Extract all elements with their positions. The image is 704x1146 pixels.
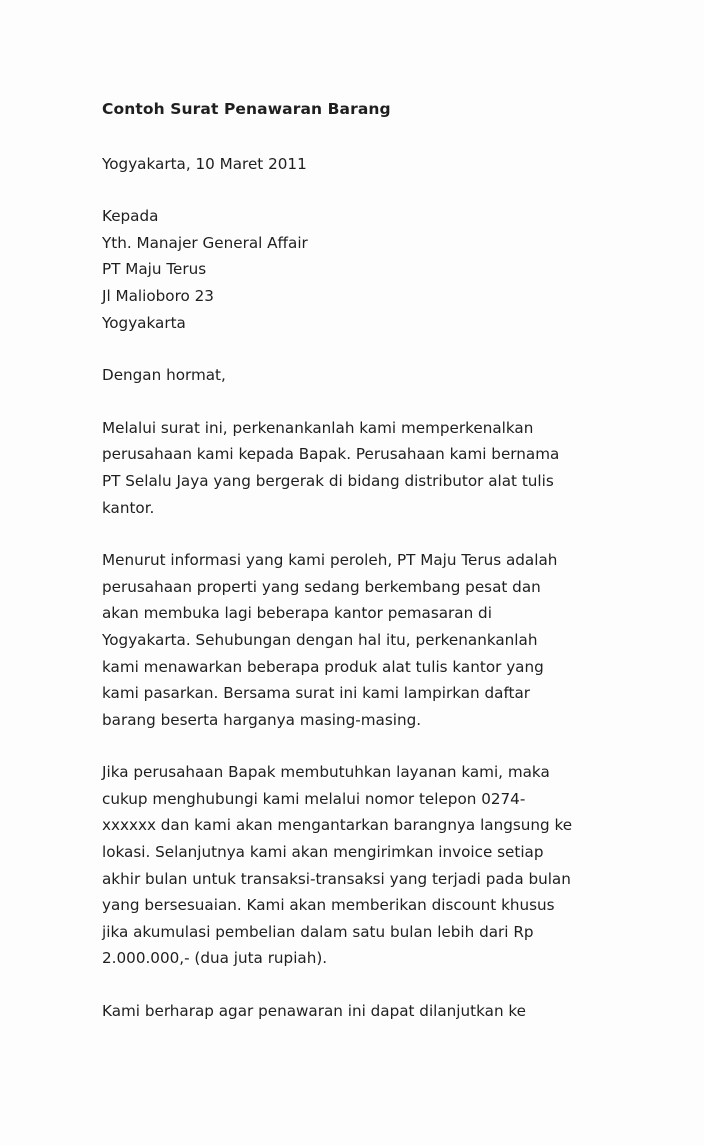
text-line: barang beserta harganya masing-masing. [102,710,422,729]
text-line: Melalui surat ini, perkenankanlah kami memperkenalkan [102,418,534,437]
text-line: jika akumulasi pembelian dalam satu bulan lebih dari Rp [102,922,534,941]
text-line: PT Selalu Jaya yang bergerak di bidang distributor alat tulis [102,471,554,490]
address-line: Kepada [102,207,159,226]
text-line: perusahaan properti yang sedang berkembang pesat dan [102,577,541,596]
address-line: Yogyakarta [102,313,186,332]
text-line: perusahaan kami kepada Bapak. Perusahaan kami bernama [102,445,560,464]
paragraph-terms [102,759,662,972]
letter-title: Contoh Surat Penawaran Barang [102,100,391,118]
address-line: Yth. Manajer General Affair [102,233,308,252]
text-line: cukup menghubungi kami melalui nomor telepon 0274- [102,789,526,808]
text-line: Jika perusahaan Bapak membutuhkan layanan kami, maka [102,763,550,782]
text-line: lokasi. Selanjutnya kami akan mengirimkan invoice setiap [102,843,544,862]
text-line: 2.000.000,- (dua juta rupiah). [102,949,328,968]
text-line: kami menawarkan beberapa produk alat tulis kantor yang [102,657,544,676]
text-line: kami pasarkan. Bersama surat ini kami lampirkan daftar [102,684,531,703]
text-line: Menurut informasi yang kami peroleh, PT Maju Terus adalah [102,551,558,570]
paragraph-introduction [102,415,662,521]
letter-body [102,96,662,1051]
address-line: PT Maju Terus [102,260,207,279]
text-line: akhir bulan untuk transaksi-transaksi yang terjadi pada bulan [102,869,571,888]
text-line: akan membuka lagi beberapa kantor pemasaran di [102,604,492,623]
text-line: Yogyakarta. Sehubungan dengan hal itu, perkenankanlah [102,630,538,649]
text-line: kantor. [102,498,155,517]
salutation: Dengan hormat, [102,366,226,385]
text-line: yang bersesuaian. Kami akan memberikan discount khusus [102,896,555,915]
letter-date: Yogyakarta, 10 Maret 2011 [102,154,307,173]
paragraph-closing [102,998,662,1025]
recipient-address [102,203,662,336]
address-line: Jl Malioboro 23 [102,286,214,305]
text-line: Kami berharap agar penawaran ini dapat dilanjutkan ke [102,1002,526,1021]
paragraph-offer [102,547,662,733]
text-line: xxxxxx dan kami akan mengantarkan barangnya langsung ke [102,816,573,835]
